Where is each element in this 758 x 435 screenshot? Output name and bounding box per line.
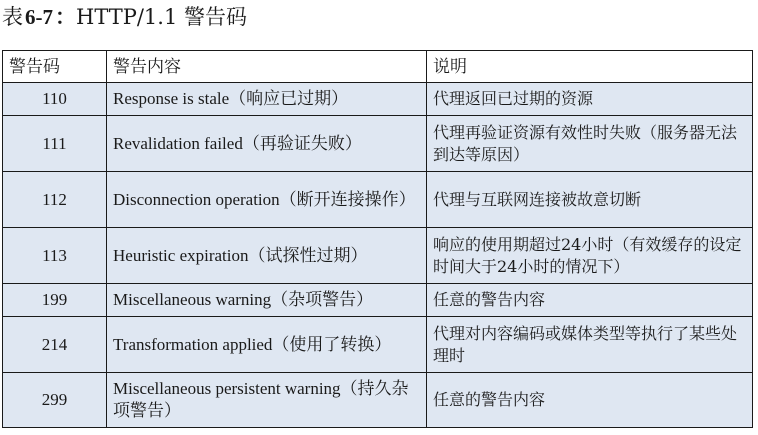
caption-separator: ： — [55, 4, 76, 29]
warning-content-cell: Heuristic expiration（试探性过期） — [107, 228, 427, 284]
warning-code-cell: 199 — [3, 284, 107, 317]
warning-code-cell: 112 — [3, 172, 107, 228]
table-row — [3, 228, 753, 284]
header-content: 警告内容 — [107, 51, 427, 83]
warning-content-cell: Disconnection operation（断开连接操作） — [107, 172, 427, 228]
warning-code-cell: 113 — [3, 228, 107, 284]
table-row — [3, 284, 753, 317]
warning-content-cell: Transformation applied（使用了转换） — [107, 317, 427, 373]
warning-code-table — [2, 50, 753, 428]
table-row — [3, 317, 753, 373]
caption-prefix: 表 — [2, 5, 23, 29]
table-row — [3, 83, 753, 116]
warning-note-cell: 代理与互联网连接被故意切断 — [427, 172, 753, 228]
caption-number: 6-7 — [25, 5, 53, 29]
warning-content-cell: Miscellaneous warning（杂项警告） — [107, 284, 427, 317]
warning-note-cell: 代理返回已过期的资源 — [427, 83, 753, 116]
table-row — [3, 172, 753, 228]
caption-title: HTTP/1.1 警告码 — [76, 5, 247, 29]
warning-code-cell: 214 — [3, 317, 107, 373]
warning-note-cell: 任意的警告内容 — [427, 373, 753, 428]
warning-code-cell: 299 — [3, 373, 107, 428]
table-row — [3, 116, 753, 172]
warning-content-cell: Response is stale（响应已过期） — [107, 83, 427, 116]
table-caption — [2, 4, 247, 30]
warning-code-cell: 110 — [3, 83, 107, 116]
warning-code-cell: 111 — [3, 116, 107, 172]
warning-note-cell: 响应的使用期超过24小时（有效缓存的设定时间大于24小时的情况下） — [427, 228, 753, 284]
warning-content-cell: Revalidation failed（再验证失败） — [107, 116, 427, 172]
warning-note-cell: 代理再验证资源有效性时失败（服务器无法到达等原因） — [427, 116, 753, 172]
warning-content-cell: Miscellaneous persistent warning（持久杂项警告） — [107, 373, 427, 428]
header-code: 警告码 — [3, 51, 107, 83]
warning-note-cell: 任意的警告内容 — [427, 284, 753, 317]
warning-note-cell: 代理对内容编码或媒体类型等执行了某些处理时 — [427, 317, 753, 373]
header-note: 说明 — [427, 51, 753, 83]
table-header-row — [3, 51, 753, 83]
table-row — [3, 373, 753, 428]
